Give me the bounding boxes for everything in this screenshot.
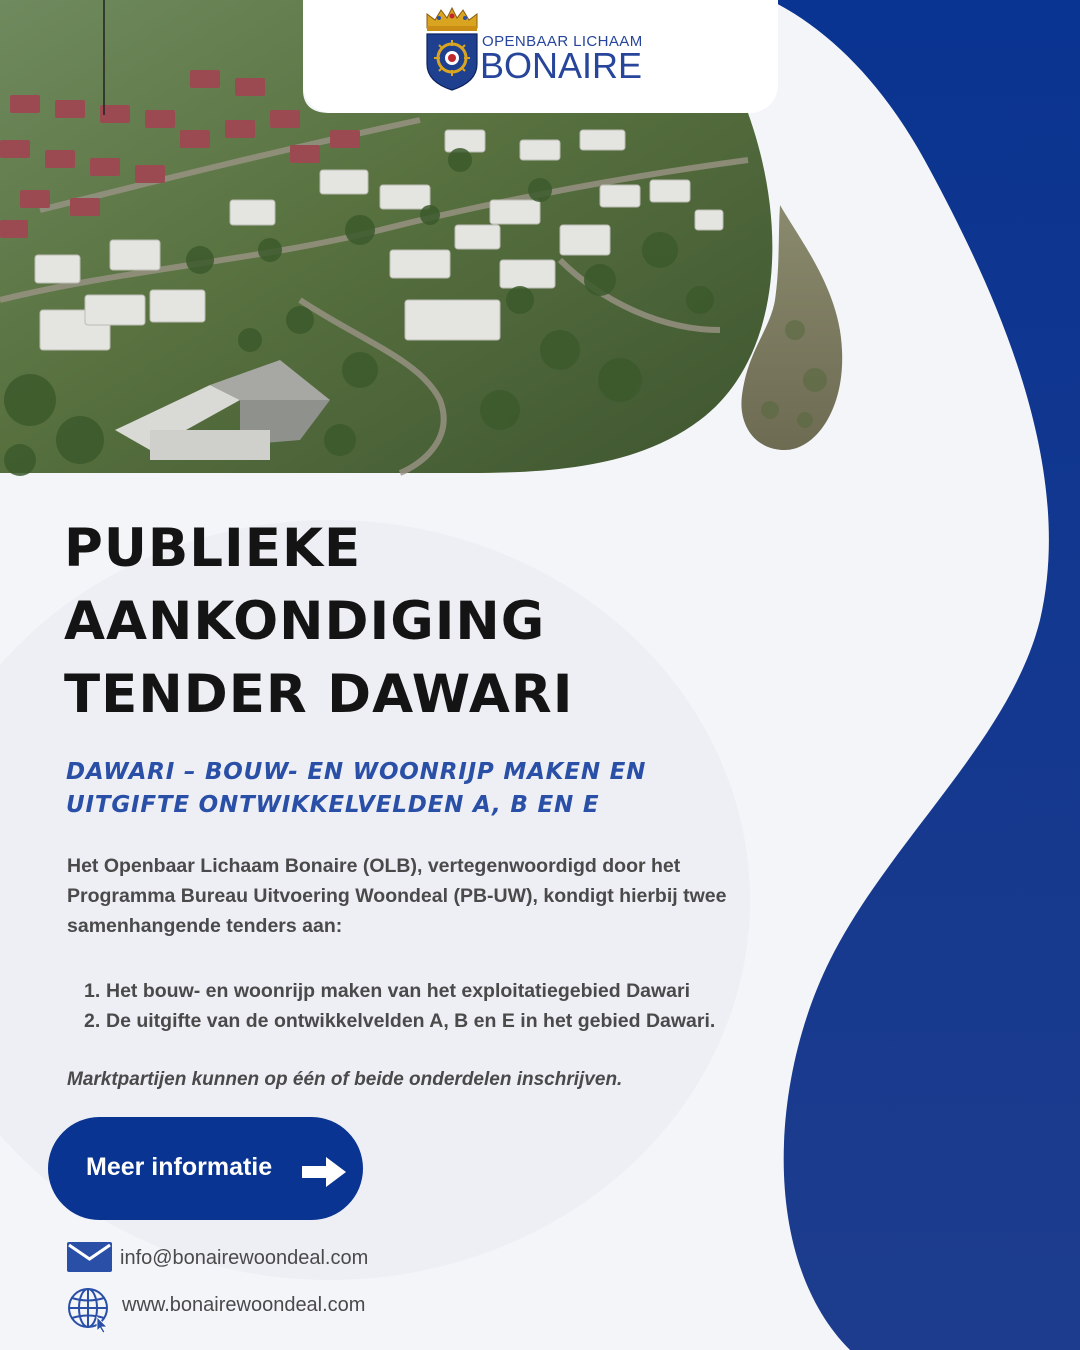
bonaire-coat-of-arms-icon xyxy=(421,6,483,92)
list-item-number: 2. xyxy=(84,1010,101,1032)
list-item-text: Het bouw- en woonrijp maken van het exploitatiegebied Dawari xyxy=(106,980,691,1002)
list-item xyxy=(84,1006,715,1036)
logo-line-bottom: BONAIRE xyxy=(480,45,643,86)
globe-icon xyxy=(67,1287,113,1333)
page-title xyxy=(64,512,784,731)
subtitle xyxy=(66,756,786,822)
envelope-icon xyxy=(67,1242,112,1272)
title-line-1: PUBLIEKE xyxy=(64,518,362,579)
website-link[interactable]: www.bonairewoondeal.com xyxy=(122,1294,366,1316)
participation-note: Marktpartijen kunnen op één of beide onderdelen inschrijven. xyxy=(67,1069,623,1090)
subtitle-line-2: UITGIFTE ONTWIKKELVELDEN A, B EN E xyxy=(66,792,600,818)
intro-paragraph: Het Openbaar Lichaam Bonaire (OLB), vertegenwoordigd door het Programma Bureau Uitvoering Woondeal (PB-UW), kondigt hierbij twee samenhangende tenders aan: xyxy=(67,855,727,937)
subtitle-line-1: DAWARI – BOUW- EN WOONRIJP MAKEN EN xyxy=(66,759,647,785)
list-item-text: De uitgifte van de ontwikkelvelden A, B en E in het gebied Dawari. xyxy=(106,1010,716,1032)
more-info-label: Meer informatie xyxy=(86,1153,273,1181)
logo-card xyxy=(303,0,778,113)
email-link[interactable]: info@bonairewoondeal.com xyxy=(120,1247,369,1269)
tender-list xyxy=(84,976,715,1036)
logo-line-top: OPENBAAR LICHAAM xyxy=(482,33,643,50)
arrow-right-icon xyxy=(300,1155,348,1189)
title-line-3: TENDER DAWARI xyxy=(64,664,574,725)
list-item xyxy=(84,976,715,1006)
more-info-button[interactable] xyxy=(48,1117,363,1220)
title-line-2: AANKONDIGING xyxy=(64,591,546,652)
list-item-number: 1. xyxy=(84,980,101,1002)
